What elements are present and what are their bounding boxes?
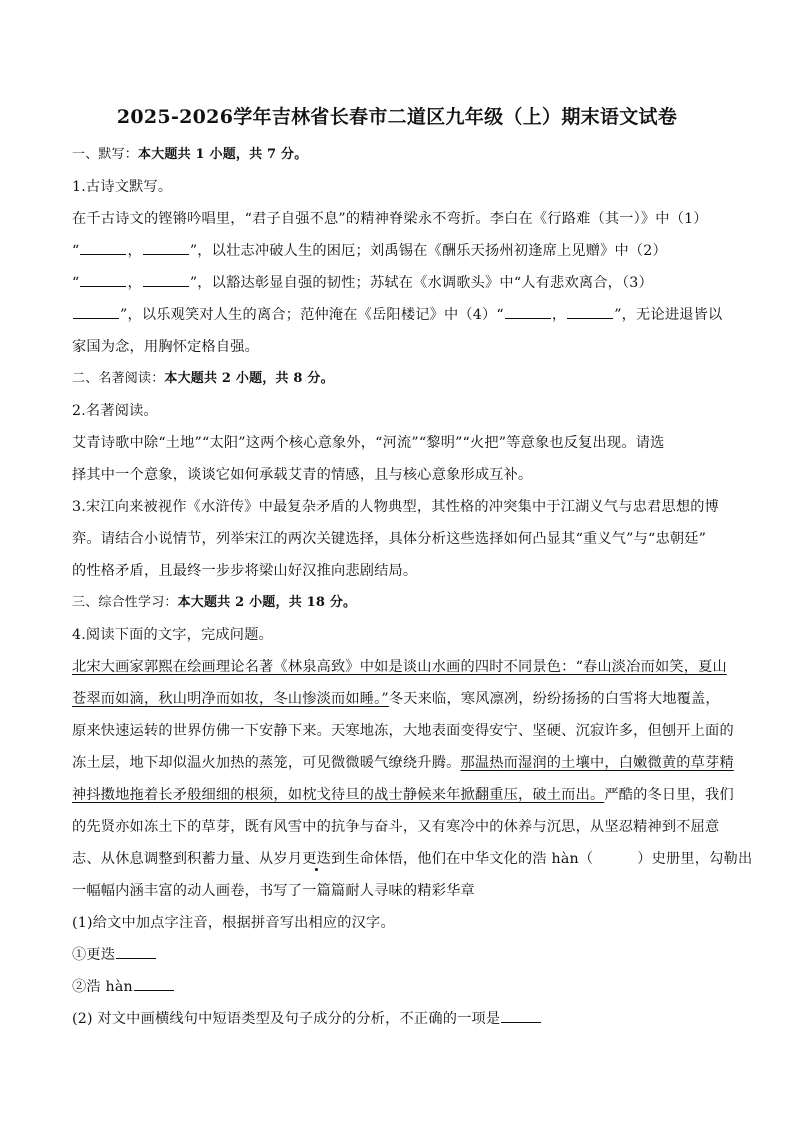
section-1-heading: [72, 145, 724, 165]
section-3-heading: [72, 593, 724, 613]
q4-answer-2: [72, 977, 724, 997]
q2-heading: 2.名著阅读。: [72, 403, 158, 419]
answer-label: ①更迭: [72, 947, 116, 963]
section-2-heading: [72, 369, 724, 389]
q1-line-5: 家国为念，用胸怀定格自强。: [72, 339, 260, 355]
q3-line-3: 的性格矛盾，且最终一步步将梁山好汉推向悲剧结局。: [72, 563, 418, 579]
q1-comma: ，: [127, 275, 142, 291]
q4-sub-2: [72, 1009, 724, 1029]
q1-line-4: [72, 305, 724, 325]
section-3-number: 三、综合性学习：: [72, 595, 178, 610]
exam-title: 2025-2026学年吉林省长春市二道区九年级（上）期末语文试卷: [116, 106, 678, 128]
q4-passage-line-3: 原来快速运转的世界仿佛一下安静下来。天寒地冻，大地表面变得安宁、坚硬、沉寂许多，但刨开上面的: [72, 723, 734, 739]
q4-passage-line-7: [72, 849, 753, 869]
q4-passage-line-6: 的先贤亦如冻土下的草芽，既有风雪中的抗争与奋斗，又有寒冷中的休养与沉思，从坚忍精神到不屈意: [72, 819, 720, 835]
answer-blank[interactable]: [567, 305, 613, 319]
underlined-sentence: 那温热而湿润的土壤中，白嫩微黄的草芽精: [460, 755, 734, 771]
section-2-desc: 本大题共 2 小题，共 8 分。: [164, 371, 334, 386]
q1-comma: ，: [551, 307, 567, 323]
section-1-desc: 本大题共 1 小题，共 7 分。: [138, 147, 308, 162]
passage-text: 冬天来临，寒风凛冽，纷纷扬扬的白雪将大地覆盖，: [388, 691, 720, 707]
q4-passage-line-2: [72, 689, 724, 709]
q2-line-1: 艾青诗歌中除“土地”“太阳”这两个核心意象外，“河流”“黎明”“火把”等意象也反复出现。请选: [72, 435, 665, 451]
q1-line-3: [72, 273, 724, 293]
q4-passage-line-1: [72, 657, 727, 677]
passage-text: 严酷的冬日里，我们: [604, 787, 734, 803]
passage-text: 志、从休息调整到积蓄力量、从岁月: [72, 851, 303, 867]
q1-line-4-text: ”，以乐观笑对人生的离合；范仲淹在《岳阳楼记》中（4）“: [120, 307, 504, 323]
passage-text: ）史册里，勾勒出: [637, 851, 753, 867]
underlined-sentence: 北宋大画家郭熙在绘画理论名著《林泉高致》中如是谈山水画的四时不同景色：“春山淡冶而如笑，夏山: [72, 659, 727, 675]
q1-comma: ，: [127, 243, 142, 259]
answer-blank[interactable]: [143, 241, 189, 255]
q4-answer-1: [72, 945, 724, 965]
q3-line-2: 弈。请结合小说情节，列举宋江的两次关键选择，具体分析这些选择如何凸显其“重义气”与“忠朝廷”: [72, 531, 707, 547]
passage-text: 到生命体悟，他们在中华文化的浩 hàn（: [330, 851, 594, 867]
answer-blank[interactable]: [73, 305, 119, 319]
answer-blank[interactable]: [80, 241, 126, 255]
q4-heading: 4.阅读下面的文字，完成问题。: [72, 627, 273, 643]
q1-line-2-text: ”，以壮志冲破人生的困厄；刘禹锡在《酬乐天扬州初逢席上见赠》中（2）: [189, 243, 667, 259]
q4-passage-line-8: 一幅幅内涵丰富的动人画卷，书写了一篇篇耐人寻味的精彩华章: [72, 883, 475, 899]
answer-label: ②浩 hàn: [72, 979, 133, 995]
q3-line-1: 3.宋江向来被视作《水浒传》中最复杂矛盾的人物典型，其性格的冲突集中于江湖义气与忠君思想的博: [72, 499, 719, 515]
underlined-sentence: 神抖擞地拖着长矛般细细的根须，如枕戈待旦的战士静候来年掀翻重压，破土而出。: [72, 787, 605, 803]
question-text: (2) 对文中画横线句中短语类型及句子成分的分析，不正确的一项是: [72, 1011, 501, 1027]
answer-blank[interactable]: [501, 1009, 541, 1023]
q4-passage-line-5: [72, 785, 734, 805]
underlined-sentence: 苍翠而如滴，秋山明净而如妆，冬山惨淡而如睡。”: [72, 691, 389, 707]
q1-line-1: 在千古诗文的铿锵吟唱里，“君子自强不息”的精神脊梁永不弯折。李白在《行路难（其一）》中（1）: [72, 211, 708, 227]
passage-text: 冻土层，地下却似温火加热的蒸笼，可见微微暖气缭绕升腾。: [72, 755, 461, 771]
q1-quote-open: “: [72, 243, 80, 259]
q1-line-3-text: ”，以豁达彰显自强的韧性；苏轼在《水调歌头》中“人有悲欢离合，（3）: [189, 275, 653, 291]
q1-line-4-end: ”，无论进退皆以: [614, 307, 723, 323]
q1-heading: 1.古诗文默写。: [72, 179, 173, 195]
q4-sub-1: (1)给文中加点字注音，根据拼音写出相应的汉字。: [72, 915, 395, 931]
section-3-desc: 本大题共 2 小题，共 18 分。: [177, 595, 357, 610]
answer-blank[interactable]: [134, 977, 174, 991]
q4-passage-line-4: [72, 753, 734, 773]
section-2-number: 二、名著阅读：: [72, 371, 165, 386]
q1-quote-open: “: [72, 275, 80, 291]
q2-line-2: 择其中一个意象，谈谈它如何承载艾青的情感，且与核心意象形成互补。: [72, 467, 533, 483]
answer-blank[interactable]: [143, 273, 189, 287]
answer-blank[interactable]: [505, 305, 551, 319]
q1-line-2: [72, 241, 724, 261]
dotted-chars: 更迭: [302, 851, 331, 867]
section-1-number: 一、默写：: [72, 147, 139, 162]
answer-blank[interactable]: [116, 945, 156, 959]
answer-blank[interactable]: [80, 273, 126, 287]
